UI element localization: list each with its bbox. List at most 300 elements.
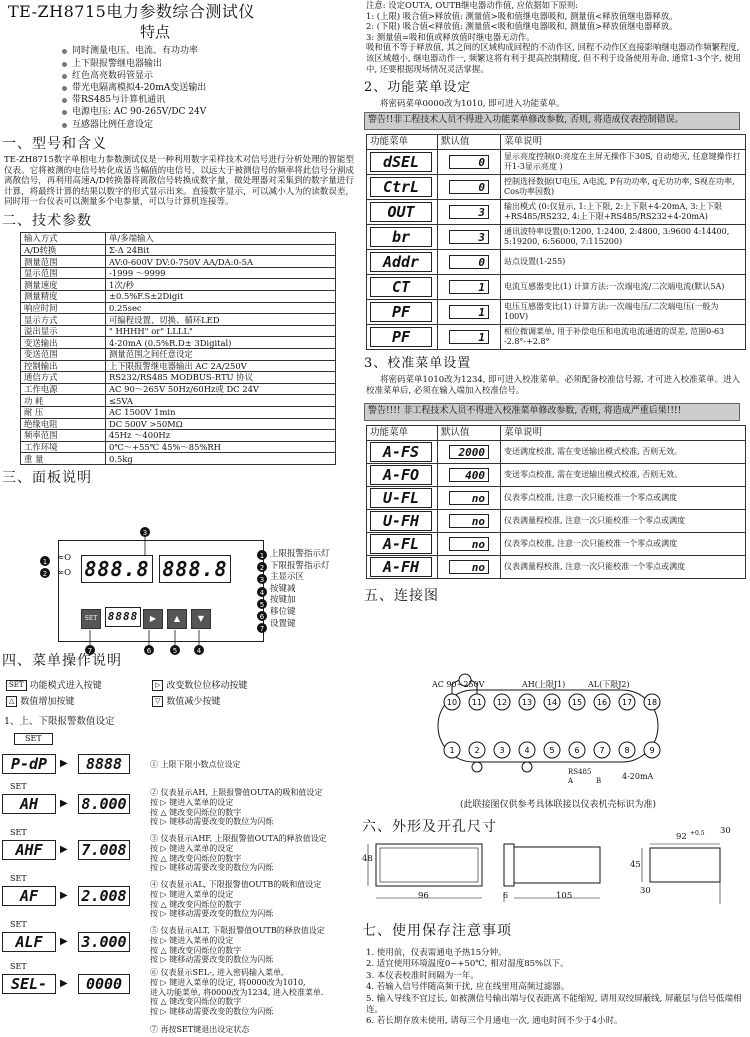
- menu-default: no: [449, 560, 489, 574]
- spec-key: 通信方式: [21, 372, 106, 384]
- spec-row: [21, 256, 336, 268]
- menu-step: [0, 920, 360, 965]
- spec-key: 绝缘电阻: [21, 418, 106, 430]
- shift-key[interactable]: ▶: [143, 609, 163, 629]
- step-desc-line: ③ 仪表显示AHF, 上限报警值OUTA的释放值设定: [150, 834, 327, 843]
- menu-row: [367, 300, 746, 325]
- step-value: 2.008: [78, 886, 130, 906]
- spec-row: [21, 291, 336, 303]
- func-text: 将密码菜单0000改为1010, 即可进入功能菜单。: [380, 99, 565, 110]
- menu-default-cell: [438, 533, 501, 556]
- spec-row: [21, 279, 336, 291]
- menu-desc: 通讯波特率设置(0:1200, 1:2400, 2:4800, 3:9600 4:14400, 5:19200, 6:56000, 7:115200): [501, 225, 746, 250]
- spec-row: [21, 453, 336, 465]
- care-item: 4. 若输入信号伴随高频干扰, 应在线里用高频过滤器。: [366, 982, 570, 993]
- spec-row: [21, 441, 336, 453]
- menu-desc: 相位微调菜单, 用于补偿电压和电流电流通道的误差, 范围0-63 -2.8°-+2.8°: [501, 325, 746, 350]
- menu-header: 菜单说明: [501, 134, 746, 149]
- menu-desc: 输出模式 (0:仅显示, 1:上下限, 2:上下限+4-20mA, 3:上下限+RS485/RS232, 4:上下限+RS485/RS232+4-20mA): [501, 200, 746, 225]
- menu-desc: 电流互感器变比(1) 计算方法:一次端电流/二次端电流(默认5A): [501, 275, 746, 300]
- note-line: 3: 测量值=吸和值或释放值时继电器无动作。: [366, 31, 535, 42]
- spec-value: AC 1500V 1min: [106, 406, 336, 418]
- note-line: 1: (上限) 吸合值>释放值: 测量值>吸和值继电器吸和, 测量值<释放值继电器释放。: [366, 10, 678, 21]
- menu-default-cell: [438, 200, 501, 225]
- spec-value: 0.5kg: [106, 453, 336, 465]
- key-legend-text: 数值减少按键: [166, 697, 221, 708]
- menu-default: 0: [449, 180, 489, 194]
- set-start-box: SET: [14, 733, 53, 745]
- right-column: [362, 0, 750, 607]
- spec-key: 功 耗: [21, 395, 106, 407]
- menu-step: [0, 962, 360, 1017]
- spec-key: 工作环境: [21, 441, 106, 453]
- note-line: 吸和值不等于释放值, 其之间的区域构成回程的不动作区, 回程不动作区直接影响继电器动作频繁程度, 该区域越小, 继电器动作一, 频繁这将有利于提高控制精度, 但不利于设备使用寿命, 通常1-3个字, 使用中, 还要根据现场情况灵活掌握。: [366, 42, 742, 74]
- power-label: AC 90~250V: [432, 680, 485, 689]
- menu-code-cell: [367, 225, 438, 250]
- spec-value: 4-20mA (0.5%R.D± 3Digital): [106, 337, 336, 349]
- terminal-number: 6: [574, 746, 580, 755]
- arrow-icon: ▶: [60, 758, 68, 769]
- menu-desc: 变送零点校准, 需在变送输出模式校准, 否则无效。: [501, 464, 746, 487]
- legend-item: 下限报警指示灯: [270, 560, 330, 571]
- step-desc-line: 按 ▷ 键进入菜单的设定: [150, 935, 234, 945]
- care-item: 5. 输入导线不宜过长, 如被测信号输出端与仪表距离不能缩短, 请用双绞屏蔽线, 屏蔽层与信号低端相连。: [366, 993, 742, 1016]
- spec-row: [21, 430, 336, 442]
- menu-code: A-FS: [370, 442, 432, 462]
- spec-value: 0.25sec: [106, 302, 336, 314]
- menu-code: br: [370, 227, 432, 247]
- terminal-number: 10: [446, 698, 458, 707]
- menu-code: PF: [370, 327, 432, 347]
- menu-desc: 控制选择数据(U电压, A电流, P有功功率, q无功功率, S视在功率, Cos功率因数): [501, 175, 746, 200]
- menu-code: A-FO: [370, 465, 432, 485]
- feature-item: 带光电隔离模拟4-20mA变送输出: [62, 82, 360, 94]
- menu-code: OUT: [370, 202, 432, 222]
- legend-item: 上限报警指示灯: [270, 549, 330, 559]
- section-menu-heading: 四、菜单操作说明: [2, 653, 122, 669]
- terminal-number: 9: [649, 746, 655, 755]
- step-desc: [150, 968, 323, 1017]
- step-desc-line: 按 ▷ 键进入菜单的设定: [150, 843, 234, 853]
- menu-row: [367, 225, 746, 250]
- spec-key: 测量范围: [21, 256, 106, 268]
- dim-depth: 105: [556, 891, 573, 901]
- calib-text: 将密码菜单1010改为1234, 即可进入校准菜单。必须配备校准信号源, 才可进入校准菜单。进入校准菜单后, 必须在输入端加入校准信号。: [366, 375, 741, 397]
- current-input-icon: [522, 762, 532, 772]
- step-desc: [150, 880, 321, 919]
- dim-margin-bottom: 30: [640, 886, 651, 896]
- set-label: SET: [10, 874, 27, 883]
- spec-key: 变送输出: [21, 337, 106, 349]
- svg-text:4: 4: [259, 589, 265, 597]
- spec-key: 显示范围: [21, 267, 106, 279]
- step-desc-line: 按 ▷ 键移动需要改变的数位为闪烁: [150, 1007, 274, 1017]
- terminal-number: 16: [596, 698, 608, 707]
- menu-code-cell: [367, 441, 438, 464]
- step-desc-line: ② 仪表显示AH, 上限报警值OUTA的吸和值设定: [150, 788, 323, 797]
- step-desc: [150, 926, 325, 965]
- menu-code-cell: [367, 487, 438, 510]
- step-desc-line: 按 △ 键改变闪烁位的数字: [150, 945, 242, 955]
- step-code: P-dP: [2, 754, 56, 774]
- menu-code-cell: [367, 464, 438, 487]
- menu-default-cell: [438, 300, 501, 325]
- menu-code: dSEL: [370, 152, 432, 172]
- feature-item: 上下限报警继电器输出: [62, 58, 360, 70]
- menu-desc: 显示亮度控制(0:亮度在主屏无操作下30S, 自动熄灭, 任意键操作打开1-3显示亮度 ): [501, 150, 746, 175]
- arrow-icon: ▶: [60, 798, 68, 809]
- dims-heading: 六、外形及开孔尺寸: [362, 819, 497, 835]
- step-desc-line: 按 ▷ 键进入菜单的设定: [150, 889, 234, 899]
- menu-default-cell: [438, 487, 501, 510]
- up-key[interactable]: ▲: [167, 609, 187, 629]
- step-value: 3.000: [78, 932, 130, 952]
- terminal-number: 1: [449, 746, 455, 755]
- step-desc-line: ⑥ 仪表显示SEL-, 进入密码输入菜单,: [150, 968, 284, 977]
- menu-row: [367, 556, 746, 579]
- dim-cut-height: 45: [630, 860, 641, 870]
- arrow-icon: ▶: [60, 978, 68, 989]
- terminal-number: 13: [521, 698, 533, 707]
- dim-cut-width: 92: [676, 832, 687, 842]
- svg-text:5: 5: [172, 647, 178, 655]
- feature-item: 电源电压: AC 90-265V/DC 24V: [62, 106, 360, 118]
- spec-value: 可编程设置、切换、循环LED: [106, 314, 336, 326]
- spec-value: 测量范围之间任意设定: [106, 349, 336, 361]
- step-desc-line: 按 ▷ 键进入菜单的设定: [150, 797, 234, 807]
- step-desc: [150, 788, 322, 827]
- menu-code-cell: [367, 300, 438, 325]
- menu-default: 3: [449, 205, 489, 219]
- step-desc: [150, 760, 241, 770]
- menu-row: [367, 464, 746, 487]
- menu-desc: 仪表满量程校准, 注意一次只能校准一个零点或满度: [501, 556, 746, 579]
- step-code: ALF: [2, 932, 56, 952]
- step-code: SEL-: [2, 974, 56, 994]
- svg-text:1: 1: [259, 552, 265, 560]
- spec-key: 响应时间: [21, 302, 106, 314]
- spec-value: -1999 ～9999: [106, 267, 336, 279]
- care-item: 3. 本仪表校准时间隔为一年。: [366, 970, 479, 981]
- menu-code-cell: [367, 250, 438, 275]
- spec-value: 上下限报警继电器输出 AC 2A/250V: [106, 360, 336, 372]
- spec-value: Σ-Δ 24Bit: [106, 244, 336, 256]
- set-icon: SET: [6, 680, 27, 691]
- features-title: 特点: [140, 22, 171, 41]
- spec-key: 频率范围: [21, 430, 106, 442]
- spec-row: [21, 360, 336, 372]
- spec-key: 输入方式: [21, 233, 106, 245]
- ah-label: AH(上限J1): [522, 680, 566, 689]
- svg-text:4: 4: [196, 647, 202, 655]
- feature-item: 同时测量电压、电流、有功功率: [62, 45, 360, 57]
- dim-margin-top: 30: [720, 826, 731, 836]
- key-legend-down: [152, 696, 220, 709]
- menu-row: [367, 275, 746, 300]
- main-display-left: 888.8: [81, 555, 153, 583]
- spec-row: [21, 406, 336, 418]
- menu-header-row: [367, 425, 746, 440]
- spec-row: [21, 302, 336, 314]
- menu-code-cell: [367, 533, 438, 556]
- func-heading: 2、功能菜单设定: [364, 80, 472, 96]
- step-desc-line: 进入功能菜单, 将0000改为1234, 进入校准菜单.: [150, 987, 324, 997]
- spec-value: ±0.5%F.S±2Digit: [106, 291, 336, 303]
- spec-key: 测量速度: [21, 279, 106, 291]
- menu-default: 3: [449, 230, 489, 244]
- menu-default: 0: [449, 155, 489, 169]
- terminal-number: 11: [471, 698, 483, 707]
- spec-row: [21, 267, 336, 279]
- dim-bezel: 6: [503, 891, 509, 900]
- menu-default-cell: [438, 225, 501, 250]
- step-desc-line: 按 △ 键改变闪烁位的数字: [150, 997, 242, 1007]
- menu-row: [367, 325, 746, 350]
- spec-value: 1次/秒: [106, 279, 336, 291]
- menu-row: [367, 510, 746, 533]
- menu-default-cell: [438, 250, 501, 275]
- menu-row: [367, 150, 746, 175]
- step-desc-line: 按 ▷ 键移动需要改变的数位为闪烁: [150, 909, 274, 919]
- spec-row: [21, 372, 336, 384]
- step-desc-line: 按 ▷ 键移动需要改变的数位为闪烁: [150, 817, 274, 827]
- care-list: [362, 948, 750, 1028]
- spec-row: [21, 233, 336, 245]
- step-value: 8.000: [78, 794, 130, 814]
- svg-text:1: 1: [42, 558, 48, 566]
- section-model-heading: 一、型号和含义: [2, 135, 107, 152]
- menu-default-cell: [438, 510, 501, 533]
- spec-key: 溢出显示: [21, 325, 106, 337]
- feature-list: [0, 45, 360, 130]
- spec-value: 单/多端输入: [106, 233, 336, 245]
- model-text: TE-ZH8715数字单相电力参数测试仪是一种利用数字采样技术对信号进行分析处理的智能型仪表。它将被测的电信号转化成适当幅值的电信号，以远大于被测信号的频率将此信号分割成离散信号，再利用高速A/D转换器将离散信号转换成数字量，微处理器对采集到的数字量进行计算，将最终计算的结果以数字的形式显示出来。直接数字显示，可以减小人为的读数误差，同时用一台仪表可以测量多个电参量，可以与计算机连接等。: [4, 154, 354, 208]
- terminal-number: 15: [571, 698, 583, 707]
- menu-code: A-FH: [370, 557, 432, 577]
- svg-text:3: 3: [142, 529, 148, 537]
- spec-row: [21, 395, 336, 407]
- key-legend-text: 功能模式进入按键: [29, 681, 102, 692]
- care-item: 6. 若长期存放未使用, 请每三个月通电一次, 通电时间不少于4小时。: [366, 1016, 623, 1027]
- menu-desc: 仪表零点校准, 注意一次只能校准一个零点或满度: [501, 487, 746, 510]
- svg-text:3: 3: [259, 576, 265, 584]
- down-triangle-icon: ▽: [152, 696, 163, 707]
- step-desc-line: 按 ▷ 键移动需要改变的数位为闪烁: [150, 863, 274, 873]
- arrow-icon: ▶: [60, 936, 68, 947]
- menu-code: CtrL: [370, 177, 432, 197]
- func-warning: 警告!!非工程技术人员不得进入功能菜单修改参数, 否则, 将造成仪表控制错误。: [364, 112, 740, 130]
- led-lower: ∞O: [57, 568, 72, 578]
- terminal-number: 4: [524, 746, 530, 755]
- svg-text:6: 6: [259, 613, 265, 621]
- spec-row: [21, 383, 336, 395]
- spec-key: 控制输出: [21, 360, 106, 372]
- terminal-number: 14: [546, 698, 558, 707]
- section-tech-heading: 二、技术参数: [2, 212, 92, 229]
- legend-item: 按键加: [270, 595, 296, 606]
- spec-value: RS232/RS485 MODBUS-RTU 协议: [106, 372, 336, 384]
- doc-title: TE-ZH8715电力参数综合测试仪: [8, 2, 255, 21]
- menu-row: [367, 441, 746, 464]
- step-value: 8888: [78, 754, 130, 774]
- spec-key: A/D转换: [21, 244, 106, 256]
- menu-code-cell: [367, 150, 438, 175]
- spec-value: ≤5VA: [106, 395, 336, 407]
- spec-row: [21, 349, 336, 361]
- set-label: SET: [10, 920, 27, 929]
- spec-value: 0℃～+55℃ 45%～85%RH: [106, 441, 336, 453]
- led-upper: ≈O: [57, 553, 72, 563]
- step-desc: [150, 834, 327, 873]
- spec-row: [21, 325, 336, 337]
- up-triangle-icon: △: [6, 696, 17, 707]
- menu-default: 1: [449, 280, 489, 294]
- menu-row: [367, 200, 746, 225]
- step-desc-line: 按 ▷ 键移动需要改变的数位为闪烁: [150, 955, 274, 965]
- svg-text:2: 2: [42, 570, 48, 578]
- menu-step: [0, 874, 360, 919]
- care-heading: 七、使用保存注意事项: [362, 923, 512, 939]
- svg-text:7: 7: [87, 647, 93, 655]
- legend-item: 移位键: [270, 606, 296, 617]
- arrow-icon: ▶: [60, 890, 68, 901]
- step-code: AF: [2, 886, 56, 906]
- main-display-right: 888.8: [159, 555, 231, 583]
- menu-default: 400: [449, 468, 489, 482]
- spec-row: [21, 314, 336, 326]
- rs485-b: B: [596, 777, 602, 785]
- menu-step: [0, 752, 360, 782]
- left-column: [0, 0, 360, 489]
- key-legend-set: [6, 680, 102, 693]
- spec-value: 45Hz ～400Hz: [106, 430, 336, 442]
- menu-desc: 电压互感器变比(1) 计算方法:一次端电压/二次端电压(一般为100V): [501, 300, 746, 325]
- calib-heading: 3、校准菜单设置: [364, 356, 472, 372]
- svg-text:6: 6: [146, 647, 152, 655]
- menu-default: 1: [449, 305, 489, 319]
- terminal-number: 3: [499, 746, 505, 755]
- step-value: 7.008: [78, 840, 130, 860]
- spec-value: " HHHH" or" LLLL": [106, 325, 336, 337]
- rs485-a: A: [568, 777, 574, 785]
- menu-header: 菜单说明: [501, 425, 746, 440]
- menu-default-cell: [438, 325, 501, 350]
- step-desc-line: 按 △ 键改变闪烁位的数字: [150, 853, 242, 863]
- menu-default: no: [449, 491, 489, 505]
- menu-code-cell: [367, 556, 438, 579]
- down-key[interactable]: ▼: [191, 609, 211, 629]
- menu-default-cell: [438, 464, 501, 487]
- spec-key: 耐 压: [21, 406, 106, 418]
- menu-desc: 仪表满量程校准, 注意一次只能校准一个零点或满度: [501, 510, 746, 533]
- dim-width: 96: [418, 891, 429, 901]
- set-label: SET: [10, 828, 27, 837]
- dim-tolerance: +0.5: [690, 830, 705, 837]
- step-desc-line: ① 上限下限小数点位设定: [150, 760, 241, 769]
- menu-code-cell: [367, 510, 438, 533]
- menu-code: U-FL: [370, 488, 432, 508]
- note-line: 2: (下限) 吸合值<释放值: 测量值<吸和值继电器吸和, 测量值>释放值继电器释放。: [366, 21, 678, 32]
- key-legend-text: 改变数位位移动按键: [166, 681, 248, 692]
- menu-default: 2000: [449, 445, 489, 459]
- terminal-number: 12: [496, 698, 508, 707]
- menu-header: 功能菜单: [367, 134, 438, 149]
- menu-desc: 仪表零点校准, 注意一次只能校准一个零点或满度: [501, 533, 746, 556]
- menu-default-cell: [438, 175, 501, 200]
- menu-header: 功能菜单: [367, 425, 438, 440]
- right-triangle-icon: ▷: [152, 680, 163, 691]
- menu-default-cell: [438, 150, 501, 175]
- spec-row: [21, 244, 336, 256]
- menu-header: 默认值: [438, 134, 501, 149]
- menu-step: [0, 782, 360, 827]
- step-desc-line: ⑤ 仪表显示ALT, 下限报警值OUTB的释放值设定: [150, 926, 325, 935]
- terminal-number: 2: [474, 746, 480, 755]
- menu-row: [367, 533, 746, 556]
- menu-row: [367, 175, 746, 200]
- step-desc-line: 按 △ 键改变闪烁位的数字: [150, 807, 242, 817]
- set-key[interactable]: SET: [81, 609, 101, 629]
- menu-default: 1: [449, 330, 489, 344]
- spec-value: AV:0-600V DV:0-750V AA/DA:0-5A: [106, 256, 336, 268]
- panel-legend: [270, 549, 330, 630]
- menu-step: [0, 828, 360, 873]
- wiring-caption: (此联接图仅供参考具体联接以仪表机壳标识为准): [460, 800, 657, 810]
- menu-header: 默认值: [438, 425, 501, 440]
- menu-default: no: [449, 514, 489, 528]
- terminal-number: 17: [621, 698, 633, 707]
- menu-desc: 变送满度校准, 需在变送输出模式校准, 否则无效。: [501, 441, 746, 464]
- menu-code: PF: [370, 302, 432, 322]
- svg-text:5: 5: [259, 601, 265, 609]
- key-legend-shift: [152, 680, 247, 693]
- feature-item: 带RS485与计算机通讯: [62, 94, 360, 106]
- menu-code-cell: [367, 200, 438, 225]
- note-line: 注意: 设定OUTA, OUTB继电器动作值, 应依据如下原则:: [366, 0, 579, 10]
- calib-menu-table: [366, 425, 746, 579]
- spec-key: 显示方式: [21, 314, 106, 326]
- terminal-number: 5: [549, 746, 555, 755]
- calib-warning: 警告!!!! 非工程技术人员不得进入校准菜单修改参数, 否则, 将造成严重后果!!!!: [364, 403, 740, 421]
- svg-text:7: 7: [259, 625, 265, 633]
- menu-code-cell: [367, 275, 438, 300]
- spec-value: DC 500V >50MΩ: [106, 418, 336, 430]
- feature-item: 红色高亮数码管显示: [62, 70, 360, 82]
- key-legend-up: [6, 696, 74, 709]
- al-label: AL(下限J2): [588, 680, 630, 689]
- menu-default: 0: [449, 255, 489, 269]
- step-code: AHF: [2, 840, 56, 860]
- menu-code: U-FH: [370, 511, 432, 531]
- terminal-number: 7: [599, 746, 605, 755]
- menu-default-cell: [438, 275, 501, 300]
- set-label: SET: [10, 962, 27, 971]
- step-desc-line: 按 ▷ 键进入菜单的设定, 将0000改为1010,: [150, 977, 306, 987]
- alarm-setting-subheading: 1、上、下限报警数值设定: [4, 716, 115, 727]
- wiring-heading: 五、连接图: [364, 588, 439, 605]
- menu-code-cell: [367, 175, 438, 200]
- spec-key: 重 量: [21, 453, 106, 465]
- spec-row: [21, 418, 336, 430]
- key-legend-text: 数值增加按键: [20, 697, 75, 708]
- relay-note: [362, 0, 750, 74]
- legend-item: 按键减: [270, 583, 296, 594]
- terminal-number: 18: [646, 698, 658, 707]
- menu-default: no: [449, 537, 489, 551]
- menu-row: [367, 250, 746, 275]
- menu-code: Addr: [370, 252, 432, 272]
- menu-default-cell: [438, 441, 501, 464]
